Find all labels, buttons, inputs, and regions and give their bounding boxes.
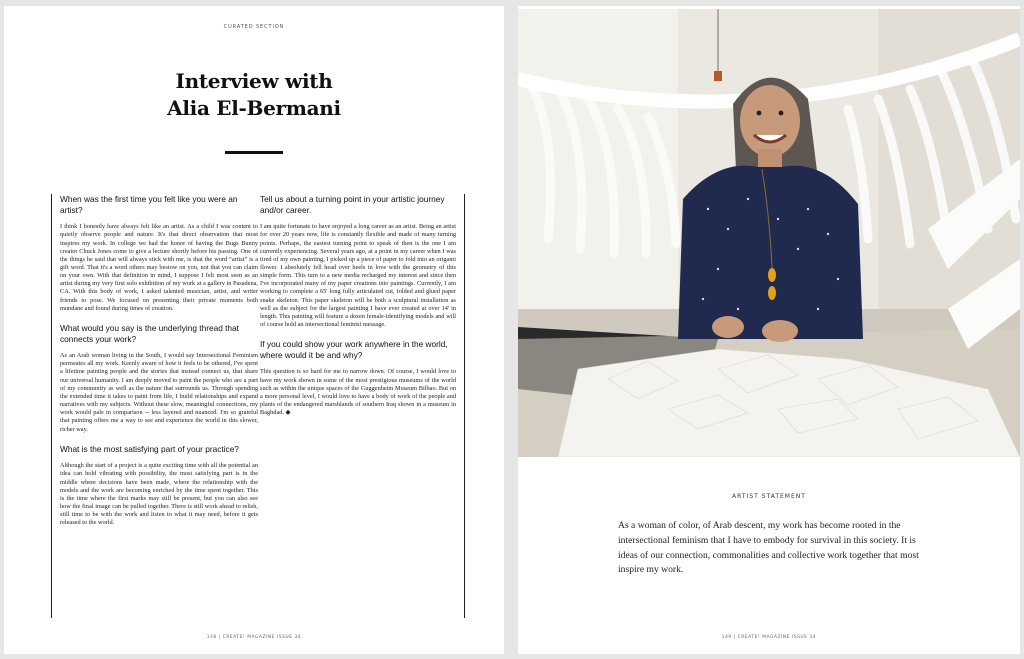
question-3: What is the most satisfying part of your practice?	[60, 443, 239, 454]
question-1: When was the first time you felt like you were an artist?	[60, 194, 238, 215]
answer-1: I think I honestly have always felt like an artist. As a child I was content to quietly observe people and nature. It's that direct observation that most inspires my work. In college we had the honor of having the Bugs Bunny creator Chuck Jones come to give a lecture shortly before his passing. One of the things he said that will always stick with me, is that the word “artist” is a gift word. That it's a word others may bestow on you, not that you can claim on your own. With that definition in mind, I suppose I felt most seen as an artist during my very first solo exhibition of my work at a gallery in Pasadena, CA. With this body of work, I asked talented musician, artist, and writer friends to pose. We focused on presenting their private moments both mundane and found during times of creation.	[60, 223, 258, 312]
right-page	[518, 6, 1020, 654]
article-title	[4, 68, 504, 122]
left-page	[4, 6, 504, 654]
answer-3: Although the start of a project is a quite exciting time with all the potential an idea can hold vibrating with possibility, the most satisfying part is in the middle where decisions have been made, where the relationship with the models and the work are becoming enriched by the time spent together. This is the time where the first marks may still be present, but you can also see how the final image can be pulled together. There is still work ahead to relish, still time to be with the work and listen to what it may need, before it gets released to the world.	[60, 462, 258, 527]
answer-5: This question is so hard for me to narrow down. Of course, I would love to have my work shown in some of the most prestigious museums of the world such as within the unique spaces of the Guggenheim Museum Bilbao. But on a more personal level, I would love to have a body of work of the people and plants of the endangered marshlands of southern Iraq shown in a museum in Baghdad. ◆	[260, 368, 456, 417]
answer-2: As an Arab woman living in the South, I would say Intersectional Feminism permeates all my work. Keenly aware of how it feels to be othered, I've spent a lifetime painting people and the stories that instead connect us, that share our universal humanity. I am deeply moved to paint the people who are a part of my community as well as the nature that surrounds us. Through spending the extended time it takes to paint from life, I build relationships and expand narratives with my subjects. Without these slow, meaningful connections, my work would pale in comparison -- less layered and nuanced. I'm so grateful that painting offers me a way to see and experience the world in this slower, richer way.	[60, 352, 258, 433]
page-folio-left: 148 | CREATE! MAGAZINE ISSUE 34	[206, 635, 302, 640]
title-line-1: Interview with	[175, 69, 333, 93]
title-divider	[225, 151, 283, 154]
answer-4: I am quite fortunate to have enjoyed a long career as an artist. Being an artist for over 20 years now, life is constantly flexible and made of many turning points. Perhaps, the easiest turning point to speak of then is the one I am currently experiencing. Several years ago, at a point in my career when I was tired of my own painting, I picked up a piece of paper to fold into an origami flower. I absolutely fell head over heels in love with the geometry of this simple form. This turn to a new media recharged my interest and since then I've incorporated many of my paper creations into paintings. Currently, I am working to complete a 65' long fully articulated cut, folded and glued paper snake skeleton. This paper skeleton will be both a sculptural installation as well as the subject for the largest painting I have ever created at over 14' in length. This painting will feature a dozen female-identifying models and will of course hold an intersectional feminist message.	[260, 223, 456, 329]
artist-statement: As a woman of color, of Arab descent, my work has become rooted in the intersectional feminism that I have to embody for survival in this society. It is ideas of our connection, commonalities and collective work together that most inspire my work.	[618, 520, 919, 576]
question-5: If you could show your work anywhere in the world, where would it be and why?	[260, 339, 448, 360]
title-line-2: Alia El-Bermani	[167, 96, 341, 120]
artist-photo-illustration	[518, 9, 1020, 457]
artist-photo	[518, 9, 1020, 457]
question-4: Tell us about a turning point in your artistic journey and/or career.	[260, 194, 445, 215]
page-folio-right: 149 | CREATE! MAGAZINE ISSUE 34	[721, 635, 817, 640]
statement-label: ARTIST STATEMENT	[732, 493, 806, 500]
interview-column-left	[51, 194, 258, 618]
interview-column-right	[260, 194, 465, 618]
question-2: What would you say is the underlying thread that connects your work?	[60, 322, 239, 344]
section-label: CURATED SECTION	[223, 24, 285, 30]
